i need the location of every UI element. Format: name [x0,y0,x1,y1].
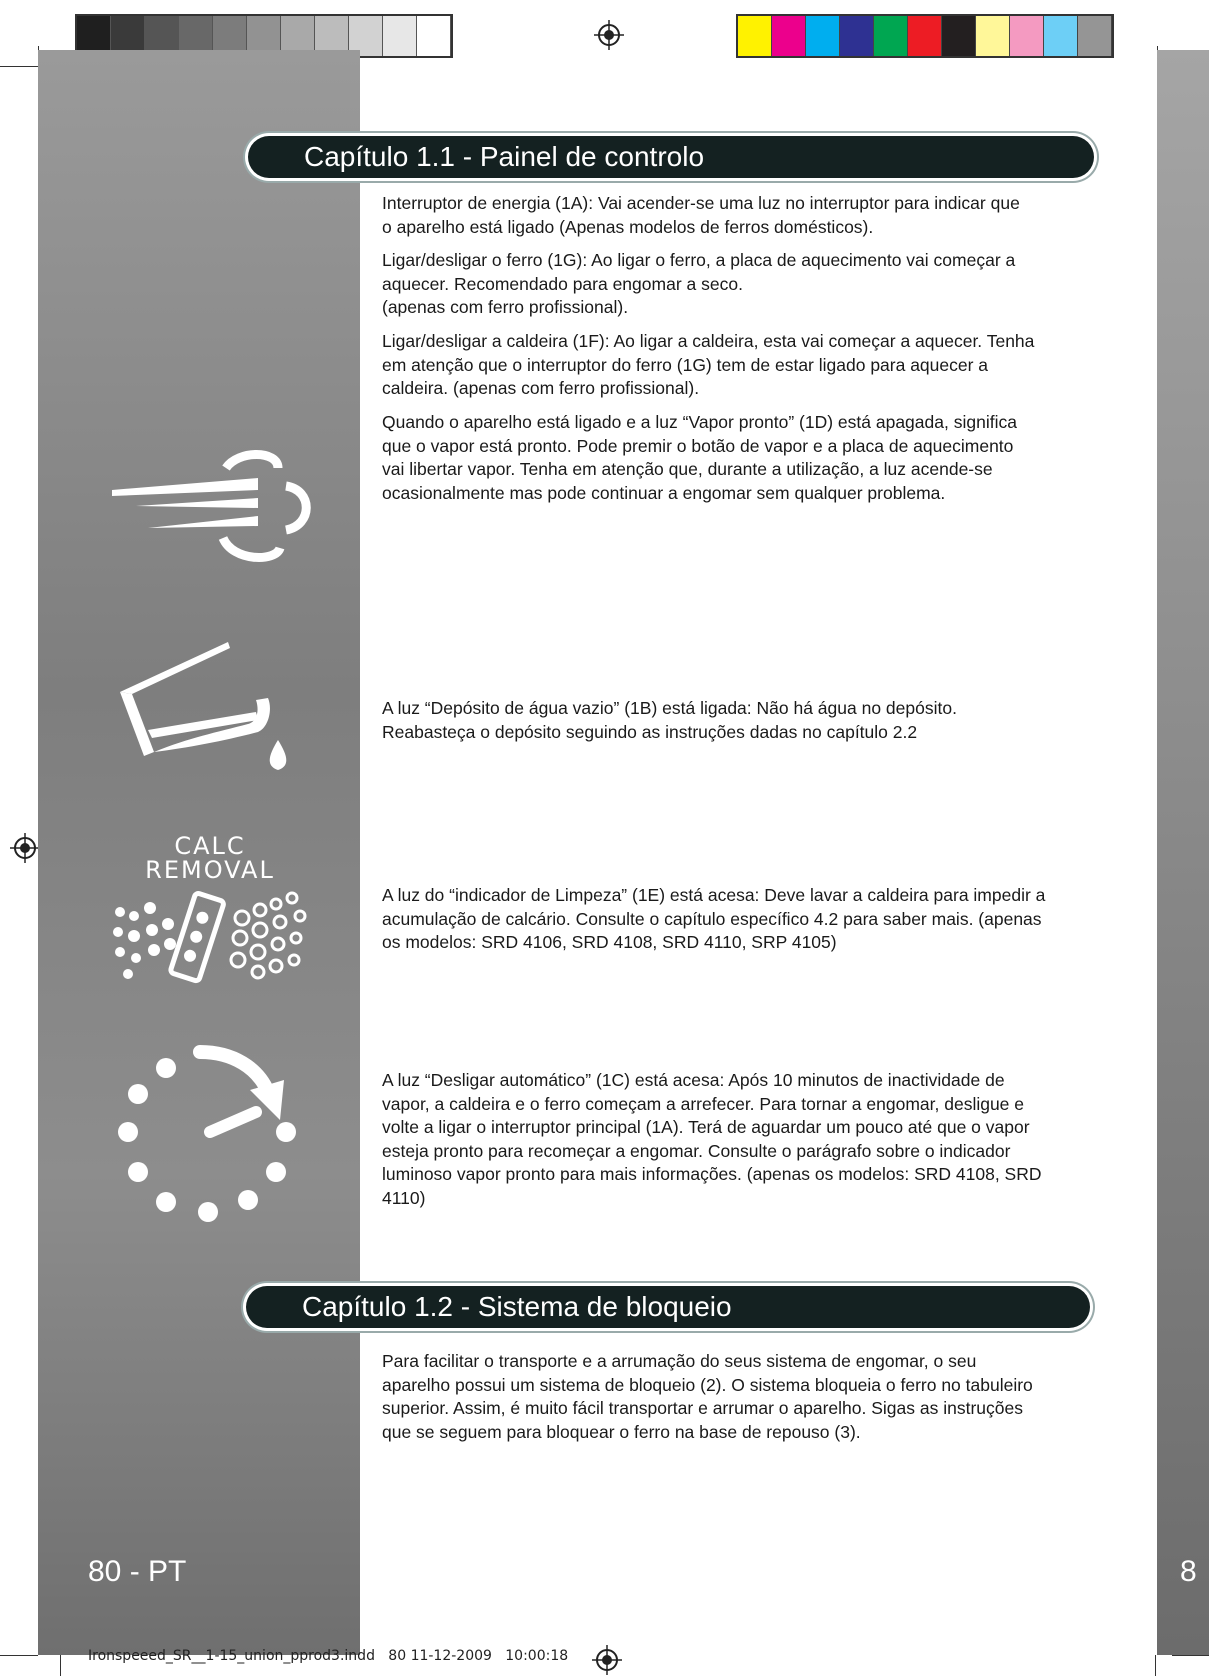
paragraph-cleaning-indicator: A luz do “indicador de Limpeza” (1E) está acesa: Deve lavar a caldeira para impedir a acumulação de calcário. Consulte o capítulo específico 4.2 para saber mais. (apenas os modelos: SRD 4106, SRD 4108, SRD 4110, SRP 4105) [382,885,1046,952]
crop-mark [1172,1655,1209,1656]
crop-mark [1155,1655,1156,1676]
chapter-1-2-heading: Capítulo 1.2 - Sistema de bloqueio [246,1286,1090,1328]
color-swatch [772,16,806,56]
paragraph-water-tank-empty: A luz “Depósito de água vazio” (1B) está ligada: Não há água no depósito. Reabasteça o depósito seguindo as instruções dadas no capítulo 2.2 [382,698,957,742]
grey-swatch [383,16,417,56]
color-swatch [908,16,942,56]
registration-mark-icon [10,833,40,863]
paragraph-boiler-switch: Ligar/desligar a caldeira (1F): Ao ligar a caldeira, esta vai começar a aquecer. Tenha em atenção que o interruptor do ferro (1G) tem de estar ligado para aquecer a caldeira. (apenas com ferro profissional). [382,331,1035,398]
color-swatch [738,16,772,56]
crop-mark [0,1655,38,1656]
registration-mark-icon [592,1645,622,1675]
color-swatch [942,16,976,56]
color-swatch [1044,16,1078,56]
color-calibration-bar [736,14,1114,58]
calc-removal-icon [110,888,310,988]
crop-mark [60,1655,61,1676]
grey-swatch [417,16,451,56]
color-swatch [976,16,1010,56]
color-swatch [840,16,874,56]
crop-mark [0,66,38,67]
paragraph-iron-switch: Ligar/desligar o ferro (1G): Ao ligar o ferro, a placa de aquecimento vai começar a aquecer. Recomendado para engomar a seco. (apenas com ferro profissional). [382,250,1016,317]
page-number-right: 8 [1180,1555,1197,1588]
color-swatch [1078,16,1112,56]
color-swatch [874,16,908,56]
calc-removal-label: CALC REMOVAL [145,832,275,884]
right-decorative-strip [1157,50,1209,1655]
paragraph-steam-ready: Quando o aparelho está ligado e a luz “Vapor pronto” (1D) está apagada, significa que o vapor está pronto. Pode premir o botão de vapor e a placa de aquecimento vai libertar vapor. Tenha em atenção que, durante a utilização, a luz acende-se ocasionalmente mas pode continuar a engomar sem qualquer problema. [382,412,1017,503]
paragraph-power-switch: Interruptor de energia (1A): Vai acender-se uma luz no interruptor para indicar que o aparelho está ligado (Apenas modelos de ferros domésticos). [382,193,1020,237]
color-swatch [1010,16,1044,56]
auto-off-timer-icon [118,1040,308,1230]
steam-icon [108,450,318,565]
registration-mark-icon [594,20,624,50]
color-swatch [806,16,840,56]
page-number: 80 - PT [88,1555,187,1588]
water-tank-empty-icon [118,640,298,790]
paragraph-auto-off: A luz “Desligar automático” (1C) está acesa: Após 10 minutos de inactividade de vapor, a caldeira e o ferro começam a arrefecer. Para tornar a engomar, desligue e volte a ligar o interruptor principal (1A). Terá de aguardar um pouco até que o vapor esteja pronto para recomeçar a engomar. Consulte o parágrafo sobre o indicador luminoso vapor pronto para mais informações. (apenas os modelos: SRD 4108, SRD 4110) [382,1070,1042,1208]
chapter-1-1-heading: Capítulo 1.1 - Painel de controlo [248,136,1094,178]
print-slug: Ironspeeed_SR__1-15_union_pprod3.indd 80 11-12-2009 10:00:18 [88,1648,569,1664]
paragraph-locking-system: Para facilitar o transporte e a arrumação do seus sistema de engomar, o seu aparelho possui um sistema de bloqueio (2). O sistema bloqueia o ferro no tabuleiro superior. Assim, é muito fácil transportar e arrumar o aparelho. Sigas as instruções que se seguem para bloquear o ferro na base de repouso (3). [382,1351,1033,1442]
